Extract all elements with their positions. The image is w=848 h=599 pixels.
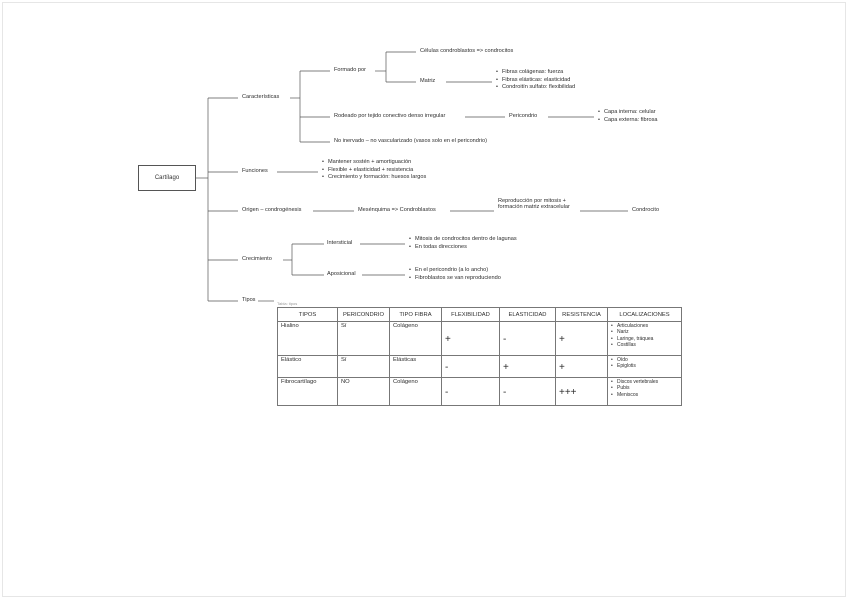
cell-localizaciones [608,322,682,356]
cell-pericondrio: NO [338,378,390,406]
col-header: PERICONDRIO [338,308,390,322]
list-item: • Laringe, tráquea [611,336,678,342]
list-item: • Capa externa: fibrosa [598,117,657,125]
funciones-list [322,159,426,182]
celulas: Células condroblastos => condrocitos [420,48,514,54]
cell-tipo: Elástico [278,356,338,378]
branch-crecimiento: Crecimiento [242,256,272,262]
table-row [278,378,682,406]
cell-flexibilidad: - [442,356,500,378]
branch-funciones: Funciones [242,168,268,174]
formado-por: Formado por [334,67,367,73]
table-row [278,356,682,378]
cell-resistencia: + [556,356,608,378]
cell-elasticidad: + [500,356,556,378]
pericondrio-list [598,109,657,124]
branch-caracteristicas: Características [242,94,280,100]
cell-localizaciones [608,378,682,406]
intersticial-list [409,236,517,251]
col-header: RESISTENCIA [556,308,608,322]
cell-flexibilidad: - [442,378,500,406]
cell-flexibilidad: + [442,322,500,356]
list-item: • Epiglotis [611,363,678,369]
list-item: • Meniscos [611,392,678,398]
cell-localizaciones [608,356,682,378]
list-item: • Articulaciones [611,323,678,329]
root-label: Cartílago [154,175,180,181]
cell-resistencia: + [556,322,608,356]
cell-fibra: Colágeno [390,378,442,406]
rodeado-por: Rodeado por tejido conectivo denso irregular [334,113,446,119]
list-item: • Crecimiento y formación: huesos largos [322,174,426,182]
list-item: • En el pericondrio (a lo ancho) [409,267,501,275]
list-item: • En todas direcciones [409,244,517,252]
condrocito: Condrocito [632,207,660,213]
branch-tipos: Tipos [242,297,256,303]
cell-fibra: Elásticas [390,356,442,378]
list-item: • Fibroblastos se van reproduciendo [409,275,501,283]
cell-fibra: Colágeno [390,322,442,356]
aposicional: Aposicional [327,271,356,277]
col-header: FLEXIBILIDAD [442,308,500,322]
list-item: • Flexible + elasticidad + resistencia [322,167,426,175]
tipos-table [277,307,682,406]
mesenquima: Mesénquima => Condroblastos [358,207,436,213]
list-item: • Mantener sostén + amortiguación [322,159,426,167]
list-item: • Fibras colágenas: fuerza [496,69,575,77]
list-item: • Costillas [611,342,678,348]
intersticial: Intersticial [327,240,353,246]
aposicional-list [409,267,501,282]
matriz-list [496,69,575,92]
col-header: LOCALIZACIONES [608,308,682,322]
col-header: ELASTICIDAD [500,308,556,322]
pericondrio: Pericondrio [509,113,538,119]
matriz: Matriz [420,78,436,84]
cell-elasticidad: - [500,378,556,406]
cell-tipo: Fibrocartílago [278,378,338,406]
cell-elasticidad: - [500,322,556,356]
cell-tipo: Hialino [278,322,338,356]
branch-origen: Origen – condrogénesis [242,207,302,213]
table-row [278,322,682,356]
list-item: • Condroitín sulfato: flexibilidad [496,84,575,92]
cell-pericondrio: Sí [338,356,390,378]
col-header: TIPOS [278,308,338,322]
list-item: • Fibras elásticas: elasticidad [496,77,575,85]
root-node-cartilago [138,165,196,191]
no-inervado: No inervado – no vascularizado (vasos solo en el pericondrio) [334,138,487,144]
reproduccion: Reproducción por mitosis + formación matriz extracelular [498,198,570,211]
list-item: • Capa interna: celular [598,109,657,117]
col-header: TIPO FIBRA [390,308,442,322]
list-item: • Nariz [611,329,678,335]
cell-resistencia: +++ [556,378,608,406]
list-item: • Mitosis de condrocitos dentro de lagunas [409,236,517,244]
table-caption: Tabla: tipos [277,301,298,306]
list-item: • Pubis [611,385,678,391]
list-item: • Oído [611,357,678,363]
cell-pericondrio: Sí [338,322,390,356]
list-item: • Discos vertebrales [611,379,678,385]
table-header-row [278,308,682,322]
